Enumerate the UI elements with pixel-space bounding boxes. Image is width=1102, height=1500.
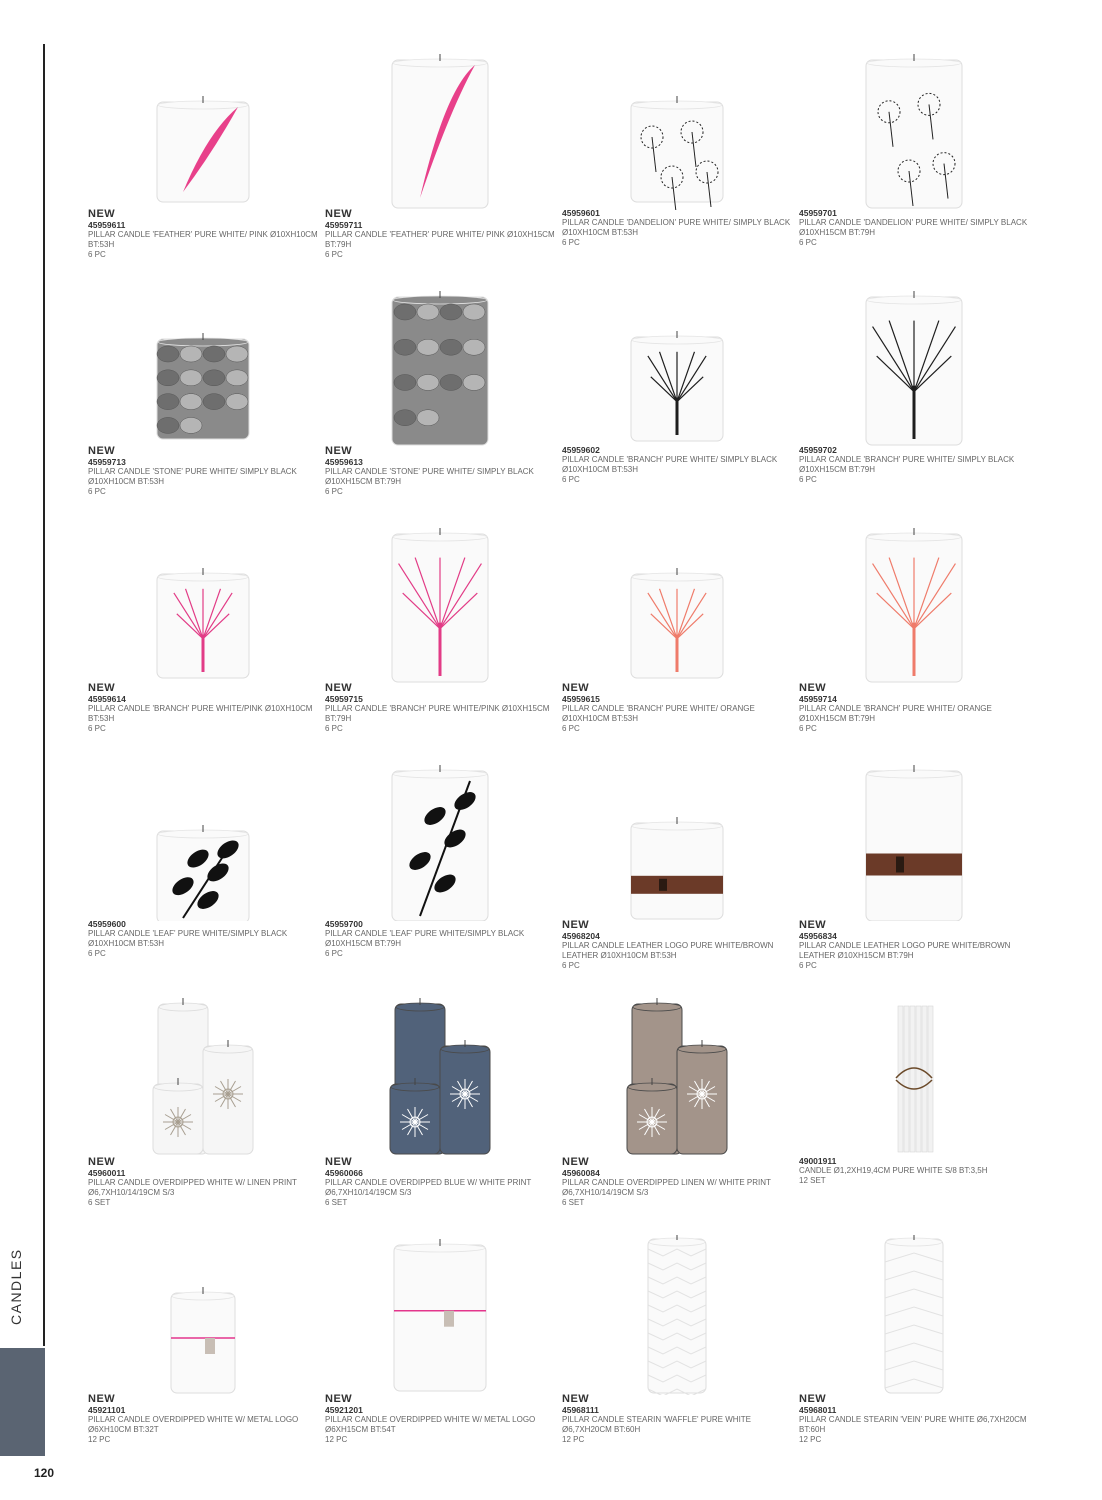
product-code: 45959714 xyxy=(799,694,837,704)
leather-short-icon xyxy=(562,761,792,921)
new-badge: NEW xyxy=(799,682,827,694)
product-quantity: 12 PC xyxy=(88,1435,111,1444)
product-quantity: 12 PC xyxy=(562,1435,585,1444)
product-card xyxy=(562,287,792,524)
candle-image xyxy=(325,524,555,684)
product-description: PILLAR CANDLE 'BRANCH' PURE WHITE/ SIMPLY BLACK Ø10XH15CM BT:79H xyxy=(799,455,1015,474)
product-code: 45959715 xyxy=(325,694,363,704)
page-number: 120 xyxy=(34,1466,55,1480)
product-card xyxy=(799,761,1029,998)
product-code: 45959702 xyxy=(799,445,837,455)
product-info xyxy=(88,445,318,497)
product-row xyxy=(88,761,1078,998)
product-description: PILLAR CANDLE 'BRANCH' PURE WHITE/ ORANGE Ø10XH10CM BT:53H xyxy=(562,704,755,723)
candle-image xyxy=(799,1235,1029,1395)
product-description: PILLAR CANDLE OVERDIPPED LINEN W/ WHITE PRINT Ø6,7XH10/14/19CM S/3 xyxy=(562,1178,771,1197)
new-badge: NEW xyxy=(325,208,353,220)
candle-image xyxy=(88,761,318,921)
branch-black-short-icon xyxy=(562,287,792,447)
product-quantity: 6 PC xyxy=(562,961,580,970)
new-badge: NEW xyxy=(799,919,827,931)
new-badge: NEW xyxy=(88,682,116,694)
product-description: PILLAR CANDLE 'BRANCH' PURE WHITE/PINK Ø10XH10CM BT:53H xyxy=(88,704,313,723)
product-description: PILLAR CANDLE STEARIN 'VEIN' PURE WHITE Ø6,7XH20CM BT:60H xyxy=(799,1415,1027,1434)
product-info xyxy=(562,445,792,485)
branch-black-tall-icon xyxy=(799,287,1029,447)
candle-image xyxy=(88,50,318,210)
product-quantity: 6 SET xyxy=(325,1198,348,1207)
candle-image xyxy=(562,50,792,210)
product-info xyxy=(799,1156,1029,1186)
product-info xyxy=(562,682,792,734)
product-card xyxy=(88,998,318,1235)
product-quantity: 12 PC xyxy=(325,1435,348,1444)
metal-logo-tall-icon xyxy=(325,1235,555,1395)
product-card xyxy=(562,1235,792,1472)
product-code: 45959713 xyxy=(88,457,126,467)
product-code: 45959711 xyxy=(325,220,363,230)
product-quantity: 6 PC xyxy=(799,238,817,247)
product-info xyxy=(799,208,1029,248)
product-row xyxy=(88,524,1078,761)
candle-image xyxy=(799,761,1029,921)
product-quantity: 6 PC xyxy=(325,487,343,496)
new-badge: NEW xyxy=(799,1393,827,1405)
candle-image xyxy=(562,287,792,447)
product-description: PILLAR CANDLE OVERDIPPED WHITE W/ LINEN PRINT Ø6,7XH10/14/19CM S/3 xyxy=(88,1178,297,1197)
product-info xyxy=(799,682,1029,734)
new-badge: NEW xyxy=(325,1393,353,1405)
product-code: 45959600 xyxy=(88,919,126,929)
new-badge: NEW xyxy=(88,208,116,220)
product-code: 45959700 xyxy=(325,919,363,929)
product-description: PILLAR CANDLE 'BRANCH' PURE WHITE/ SIMPLY BLACK Ø10XH10CM BT:53H xyxy=(562,455,778,474)
page-rule xyxy=(43,44,45,1346)
product-info xyxy=(325,1393,555,1445)
trio-blue-icon xyxy=(325,998,555,1158)
dinner-candles-icon xyxy=(799,998,1029,1158)
candle-image xyxy=(325,998,555,1158)
product-quantity: 12 PC xyxy=(799,1435,822,1444)
product-card xyxy=(88,761,318,998)
product-row xyxy=(88,1235,1078,1472)
product-description: PILLAR CANDLE 'LEAF' PURE WHITE/SIMPLY BLACK Ø10XH10CM BT:53H xyxy=(88,929,288,948)
product-description: PILLAR CANDLE 'BRANCH' PURE WHITE/ ORANGE Ø10XH15CM BT:79H xyxy=(799,704,992,723)
product-description: PILLAR CANDLE 'LEAF' PURE WHITE/SIMPLY BLACK Ø10XH15CM BT:79H xyxy=(325,929,525,948)
stone-short-icon xyxy=(88,287,318,447)
trio-linen-icon xyxy=(562,998,792,1158)
product-code: 45968111 xyxy=(562,1405,599,1415)
product-card xyxy=(325,50,555,287)
product-description: PILLAR CANDLE OVERDIPPED WHITE W/ METAL LOGO Ø6XH10CM BT:32T xyxy=(88,1415,299,1434)
new-badge: NEW xyxy=(325,1156,353,1168)
product-description: CANDLE Ø1,2XH19,4CM PURE WHITE S/8 BT:3,5H xyxy=(799,1166,988,1175)
product-description: PILLAR CANDLE OVERDIPPED BLUE W/ WHITE PRINT Ø6,7XH10/14/19CM S/3 xyxy=(325,1178,532,1197)
new-badge: NEW xyxy=(88,1156,116,1168)
product-info xyxy=(562,1393,792,1445)
dandelion-short-icon xyxy=(562,50,792,210)
product-info xyxy=(799,1393,1029,1445)
product-info xyxy=(88,1156,318,1208)
product-card xyxy=(562,761,792,998)
branch-orange-tall-icon xyxy=(799,524,1029,684)
candle-image xyxy=(325,761,555,921)
product-quantity: 6 PC xyxy=(325,250,343,259)
product-card xyxy=(799,998,1029,1235)
product-quantity: 6 PC xyxy=(88,949,106,958)
new-badge: NEW xyxy=(325,682,353,694)
product-info xyxy=(799,919,1029,971)
product-card xyxy=(799,1235,1029,1472)
new-badge: NEW xyxy=(325,445,353,457)
product-code: 45959701 xyxy=(799,208,837,218)
product-code: 45960084 xyxy=(562,1168,600,1178)
trio-white-icon xyxy=(88,998,318,1158)
product-code: 45921101 xyxy=(88,1405,126,1415)
product-quantity: 6 PC xyxy=(88,250,106,259)
product-card xyxy=(325,287,555,524)
candle-image xyxy=(88,1235,318,1395)
product-info xyxy=(562,1156,792,1208)
product-card xyxy=(799,287,1029,524)
stone-tall-icon xyxy=(325,287,555,447)
product-info xyxy=(88,208,318,260)
candle-image xyxy=(562,761,792,921)
product-card xyxy=(562,998,792,1235)
branch-pink-tall-icon xyxy=(325,524,555,684)
new-badge: NEW xyxy=(562,919,590,931)
product-description: PILLAR CANDLE 'DANDELION' PURE WHITE/ SIMPLY BLACK Ø10XH15CM BT:79H xyxy=(799,218,1028,237)
product-quantity: 6 PC xyxy=(799,475,817,484)
product-info xyxy=(88,1393,318,1445)
leaf-short-icon xyxy=(88,761,318,921)
new-badge: NEW xyxy=(562,1393,590,1405)
product-info xyxy=(562,208,792,248)
product-quantity: 6 SET xyxy=(562,1198,585,1207)
product-code: 45959614 xyxy=(88,694,126,704)
product-quantity: 6 SET xyxy=(88,1198,111,1207)
candle-image xyxy=(562,524,792,684)
product-card xyxy=(562,50,792,287)
product-quantity: 6 PC xyxy=(799,724,817,733)
product-code: 45959615 xyxy=(562,694,600,704)
product-info xyxy=(562,919,792,971)
branch-pink-short-icon xyxy=(88,524,318,684)
product-card xyxy=(88,524,318,761)
product-quantity: 6 PC xyxy=(325,724,343,733)
candle-image xyxy=(88,524,318,684)
section-label: CANDLES xyxy=(8,1248,24,1325)
product-card xyxy=(325,1235,555,1472)
new-badge: NEW xyxy=(562,682,590,694)
dandelion-tall-icon xyxy=(799,50,1029,210)
product-code: 45959602 xyxy=(562,445,600,455)
product-code: 45921201 xyxy=(325,1405,363,1415)
product-row xyxy=(88,998,1078,1235)
product-quantity: 6 PC xyxy=(562,238,580,247)
product-code: 49001911 xyxy=(799,1156,837,1166)
product-description: PILLAR CANDLE 'DANDELION' PURE WHITE/ SIMPLY BLACK Ø10XH10CM BT:53H xyxy=(562,218,791,237)
product-card xyxy=(799,524,1029,761)
product-quantity: 6 PC xyxy=(325,949,343,958)
product-quantity: 6 PC xyxy=(88,487,106,496)
product-info xyxy=(799,445,1029,485)
product-description: PILLAR CANDLE 'STONE' PURE WHITE/ SIMPLY BLACK Ø10XH15CM BT:79H xyxy=(325,467,534,486)
product-description: PILLAR CANDLE 'BRANCH' PURE WHITE/PINK Ø10XH15CM BT:79H xyxy=(325,704,550,723)
branch-orange-short-icon xyxy=(562,524,792,684)
candle-image xyxy=(325,1235,555,1395)
new-badge: NEW xyxy=(88,445,116,457)
product-card xyxy=(325,998,555,1235)
product-info xyxy=(325,682,555,734)
product-card xyxy=(88,287,318,524)
product-quantity: 6 PC xyxy=(562,475,580,484)
new-badge: NEW xyxy=(88,1393,116,1405)
product-code: 45968011 xyxy=(799,1405,837,1415)
product-code: 45960011 xyxy=(88,1168,126,1178)
product-grid xyxy=(88,50,1078,1472)
product-info xyxy=(325,919,555,959)
product-code: 45956834 xyxy=(799,931,837,941)
product-card xyxy=(88,1235,318,1472)
product-quantity: 6 PC xyxy=(799,961,817,970)
product-description: PILLAR CANDLE STEARIN 'WAFFLE' PURE WHITE Ø6,7XH20CM BT:60H xyxy=(562,1415,752,1434)
leaf-tall-icon xyxy=(325,761,555,921)
product-info xyxy=(325,208,555,260)
product-row xyxy=(88,50,1078,287)
candle-image xyxy=(562,998,792,1158)
product-code: 45960066 xyxy=(325,1168,363,1178)
metal-logo-short-icon xyxy=(88,1235,318,1395)
product-quantity: 6 PC xyxy=(88,724,106,733)
product-description: PILLAR CANDLE 'STONE' PURE WHITE/ SIMPLY BLACK Ø10XH10CM BT:53H xyxy=(88,467,297,486)
product-code: 45968204 xyxy=(562,931,600,941)
candle-image xyxy=(325,50,555,210)
candle-image xyxy=(799,524,1029,684)
candle-image xyxy=(88,287,318,447)
product-card xyxy=(88,50,318,287)
product-code: 45959601 xyxy=(562,208,600,218)
product-description: PILLAR CANDLE LEATHER LOGO PURE WHITE/BROWN LEATHER Ø10XH15CM BT:79H xyxy=(799,941,1011,960)
candle-image xyxy=(562,1235,792,1395)
product-card xyxy=(562,524,792,761)
product-card xyxy=(325,524,555,761)
candle-image xyxy=(799,50,1029,210)
candle-image xyxy=(325,287,555,447)
feather-pink-tall-icon xyxy=(325,50,555,210)
product-description: PILLAR CANDLE 'FEATHER' PURE WHITE/ PINK Ø10XH15CM BT:79H xyxy=(325,230,555,249)
product-card xyxy=(799,50,1029,287)
product-code: 45959611 xyxy=(88,220,126,230)
waffle-candle-icon xyxy=(562,1235,792,1395)
feather-pink-short-icon xyxy=(88,50,318,210)
product-info xyxy=(325,445,555,497)
vein-candle-icon xyxy=(799,1235,1029,1395)
section-tab xyxy=(0,1348,45,1456)
candle-image xyxy=(799,287,1029,447)
product-quantity: 6 PC xyxy=(562,724,580,733)
product-card xyxy=(325,761,555,998)
product-description: PILLAR CANDLE OVERDIPPED WHITE W/ METAL LOGO Ø6XH15CM BT:54T xyxy=(325,1415,536,1434)
product-quantity: 12 SET xyxy=(799,1176,826,1185)
new-badge: NEW xyxy=(562,1156,590,1168)
product-description: PILLAR CANDLE 'FEATHER' PURE WHITE/ PINK Ø10XH10CM BT:53H xyxy=(88,230,318,249)
product-code: 45959613 xyxy=(325,457,363,467)
product-info xyxy=(88,919,318,959)
leather-tall-icon xyxy=(799,761,1029,921)
product-row xyxy=(88,287,1078,524)
product-info xyxy=(325,1156,555,1208)
product-info xyxy=(88,682,318,734)
candle-image xyxy=(799,998,1029,1158)
candle-image xyxy=(88,998,318,1158)
product-description: PILLAR CANDLE LEATHER LOGO PURE WHITE/BROWN LEATHER Ø10XH10CM BT:53H xyxy=(562,941,774,960)
